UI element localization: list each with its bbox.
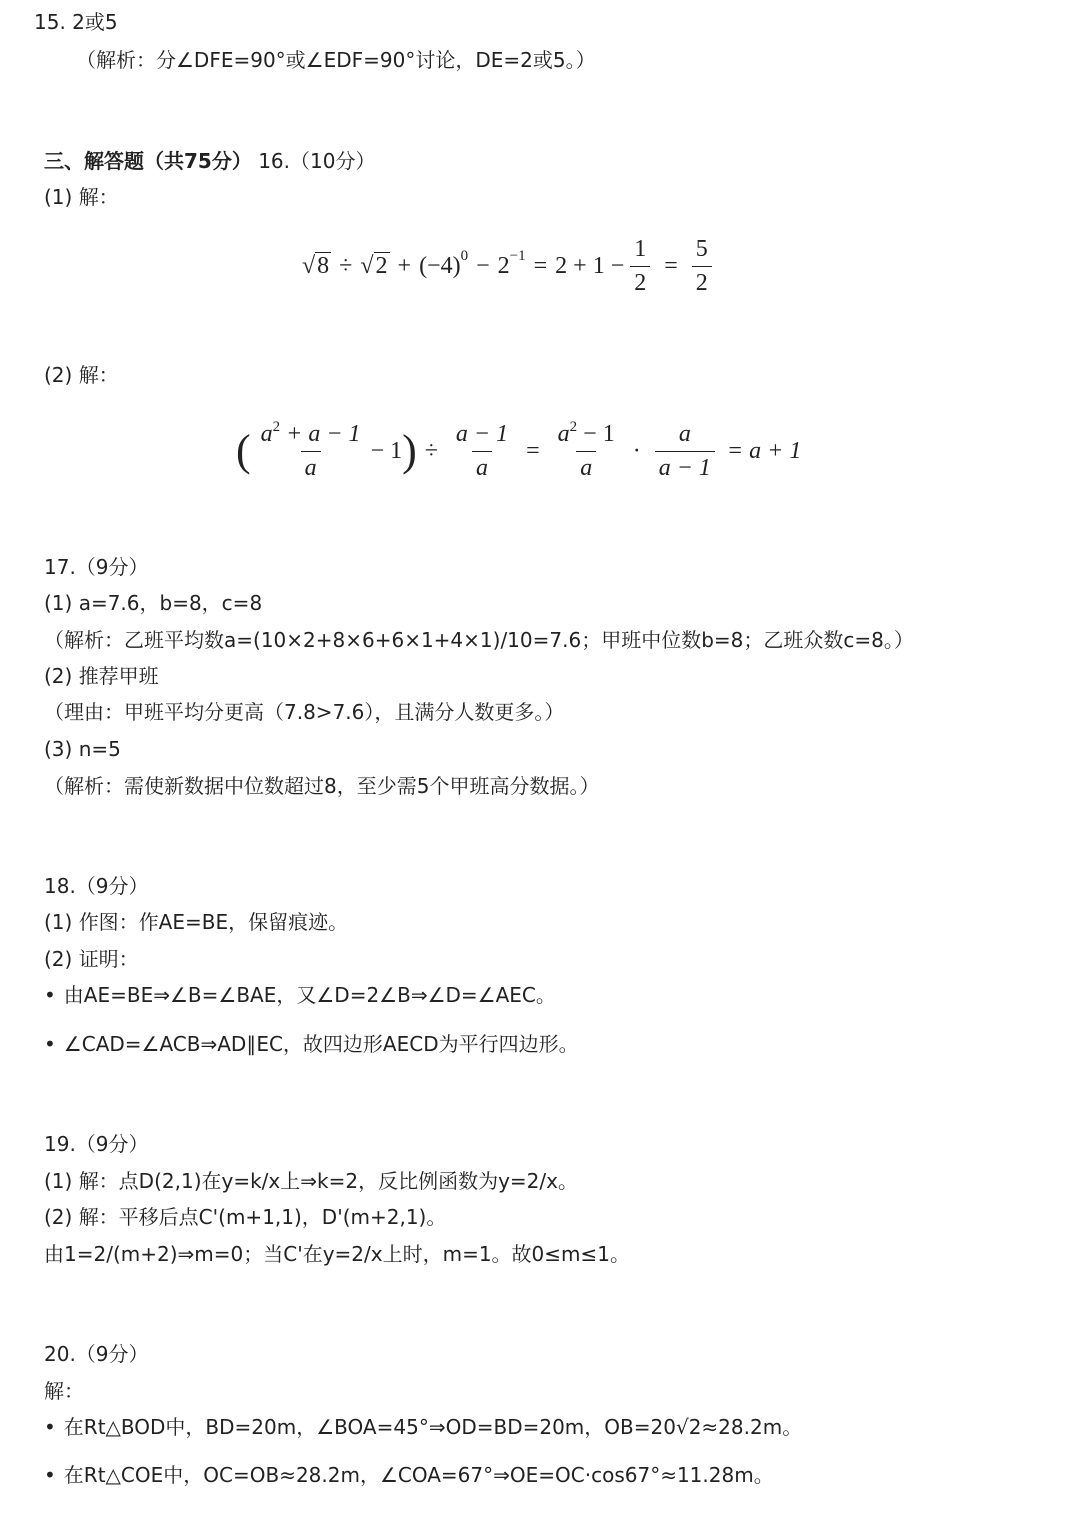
q19-line-3: 由1=2/(m+2)⇒m=0；当C'在y=2/x上时，m=1。故0≤m≤1。 [44, 1242, 631, 1266]
q17-line-6: （解析：需使新数据中位数超过8，至少需5个甲班高分数据。） [44, 774, 600, 798]
sqrt-2: √ 2 [360, 253, 388, 279]
q18-bullet-1: • 由AE=BE⇒∠B=∠BAE，又∠D=2∠B⇒∠D=∠AEC。 [44, 983, 556, 1007]
q18-line-2: (2) 证明： [44, 947, 139, 971]
fraction-half: $\frac{1}{2}$ [630, 236, 650, 297]
q16-formula-1: √ 8 ÷ √ 2 + (−4) 0 − 2 −1 = 2 + 1 − $\frac{1}{2}$ = $\frac{5}{2}$ [302, 236, 718, 296]
q15-note: （解析：分∠DFE=90°或∠EDF=90°讨论，DE=2或5。） [76, 48, 596, 72]
fraction-a-minus-1: $\frac{a - 1}{a}$ [455, 420, 509, 481]
q17-line-4: （理由：甲班平均分更高（7.8>7.6），且满分人数更多。） [44, 700, 565, 724]
q19-line-2: (2) 解：平移后点C'(m+1,1)，D'(m+2,1)。 [44, 1205, 447, 1229]
q20-line-1: 解： [44, 1379, 84, 1403]
section-heading [44, 151, 375, 171]
q18-head: 18.（9分） [44, 874, 149, 898]
q15-head: 15. 2或5 [34, 10, 118, 34]
q19-head: 19.（9分） [44, 1132, 149, 1156]
section-title: 三、解答题（共75分） [44, 149, 252, 173]
q17-line-1: (1) a=7.6，b=8，c=8 [44, 591, 263, 615]
q17-line-3: (2) 推荐甲班 [44, 664, 159, 688]
q16-formula-2: ( $\frac{a^2 + a - 1}{a}$ − 1 ) ÷ $\frac{a - 1}{a}$ = $\frac{a^2 - 1}{a}$ · $\frac{a}{a - 1}$ = a + 1 [236, 418, 802, 481]
q16-p2-label: (2) 解： [44, 363, 119, 387]
q20-bullet-1: • 在Rt△BOD中，BD=20m，∠BOA=45°⇒OD=BD=20m，OB=20√2≈28.2m。 [44, 1415, 803, 1439]
q16-head: 16.（10分） [258, 149, 376, 173]
fraction-a-over-a-minus-1: $\frac{a}{a - 1}$ [655, 421, 715, 482]
q17-line-5: (3) n=5 [44, 737, 121, 761]
fraction-a2: $\frac{a^2 + a - 1}{a}$ [260, 418, 361, 481]
fraction-a2-minus-1: $\frac{a^2 - 1}{a}$ [557, 418, 615, 481]
q17-head: 17.（9分） [44, 555, 149, 579]
fraction-result: $\frac{5}{2}$ [692, 236, 712, 297]
q17-line-2: （解析：乙班平均数a=(10×2+8×6+6×1+4×1)/10=7.6；甲班中位数b=8；乙班众数c=8。） [44, 628, 914, 652]
q20-bullet-2: • 在Rt△COE中，OC=OB≈28.2m，∠COA=67°⇒OE=OC·cos67°≈11.28m。 [44, 1463, 774, 1487]
sqrt-8: √ 8 [302, 253, 330, 279]
q20-head: 20.（9分） [44, 1342, 149, 1366]
q18-bullet-2: • ∠CAD=∠ACB⇒AD∥EC，故四边形AECD为平行四边形。 [44, 1032, 579, 1056]
q16-p1-label: (1) 解： [44, 185, 119, 209]
q19-line-1: (1) 解：点D(2,1)在y=k/x上⇒k=2，反比例函数为y=2/x。 [44, 1169, 578, 1193]
q18-line-1: (1) 作图：作AE=BE，保留痕迹。 [44, 910, 349, 934]
